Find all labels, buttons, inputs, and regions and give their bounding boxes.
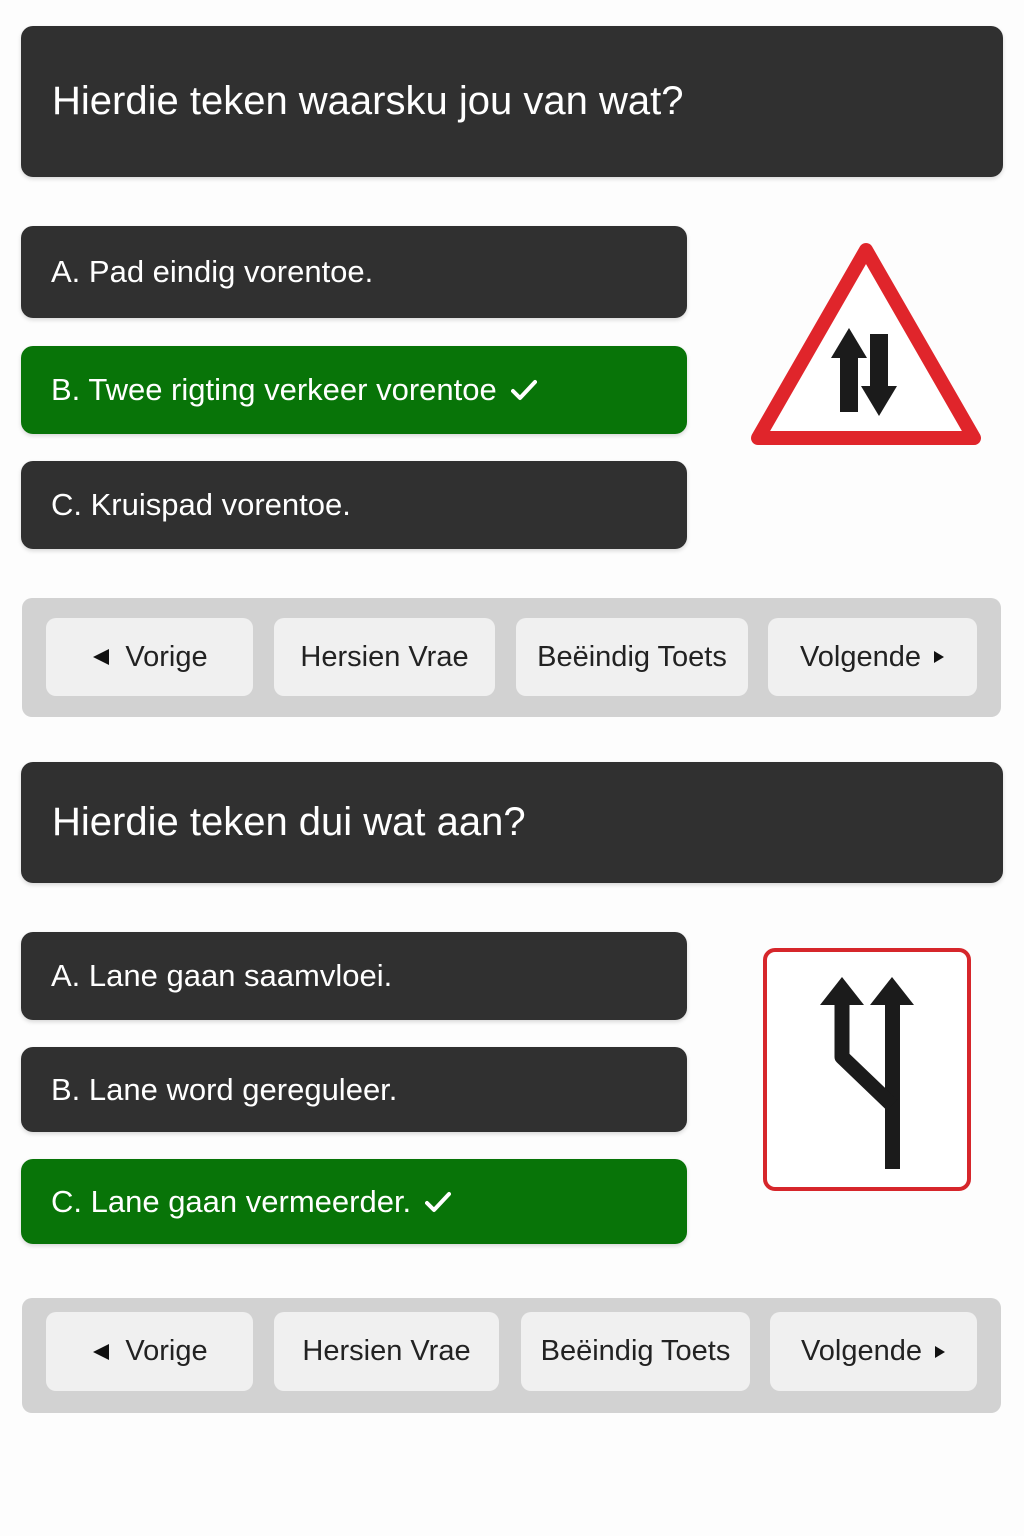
lanes-increase-sign-icon [762, 947, 972, 1192]
answer-label: A. Pad eindig vorentoe. [51, 254, 374, 289]
two-way-traffic-warning-sign-icon [748, 240, 984, 448]
navigation-bar-2 [22, 1298, 1001, 1413]
triangle-left-icon [91, 647, 111, 667]
review-questions-button[interactable] [274, 618, 495, 696]
next-label: Volgende [801, 1335, 922, 1367]
answer-1b-correct[interactable] [21, 346, 687, 434]
previous-label: Vorige [125, 640, 208, 673]
next-button[interactable] [768, 618, 977, 696]
next-button[interactable] [770, 1312, 977, 1391]
next-label: Volgende [800, 640, 921, 673]
answer-2b[interactable] [21, 1047, 687, 1132]
answer-label: B. Lane word gereguleer. [51, 1071, 398, 1107]
triangle-left-icon [91, 1342, 111, 1362]
answer-1c[interactable] [21, 461, 687, 549]
previous-label: Vorige [125, 1335, 208, 1367]
finish-test-button[interactable] [516, 618, 748, 696]
answer-2c-correct[interactable] [21, 1159, 687, 1244]
answer-label: B. Twee rigting verkeer vorentoe [51, 372, 497, 407]
check-icon [425, 1191, 451, 1213]
question-1-prompt: Hierdie teken waarsku jou van wat? [52, 79, 684, 123]
finish-label: Beëindig Toets [537, 640, 727, 673]
finish-test-button[interactable] [521, 1312, 750, 1391]
question-2-prompt: Hierdie teken dui wat aan? [52, 800, 526, 844]
answer-label: C. Lane gaan vermeerder. [51, 1183, 412, 1219]
finish-label: Beëindig Toets [540, 1335, 731, 1367]
previous-button[interactable] [46, 1312, 253, 1391]
question-2-header [21, 762, 1003, 883]
review-questions-button[interactable] [274, 1312, 499, 1391]
triangle-right-icon [934, 1345, 946, 1359]
answer-2a[interactable] [21, 932, 687, 1020]
triangle-right-icon [933, 650, 945, 664]
navigation-bar-1 [22, 598, 1001, 717]
check-icon [511, 379, 537, 401]
review-label: Hersien Vrae [300, 640, 469, 673]
previous-button[interactable] [46, 618, 253, 696]
answer-label: C. Kruispad vorentoe. [51, 487, 351, 522]
question-1-header [21, 26, 1003, 177]
answer-label: A. Lane gaan saamvloei. [51, 958, 393, 993]
review-label: Hersien Vrae [302, 1335, 471, 1367]
answer-1a[interactable] [21, 226, 687, 318]
